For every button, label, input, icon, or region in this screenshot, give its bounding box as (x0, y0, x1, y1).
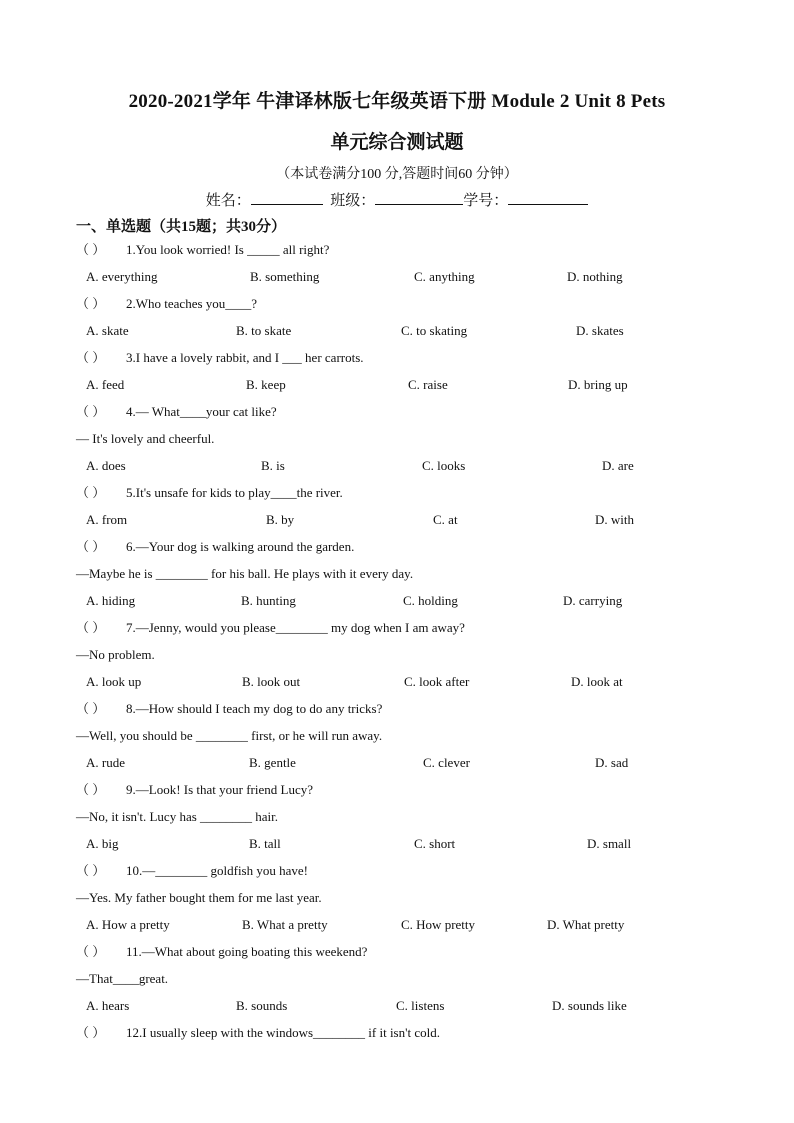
options-row (0, 591, 794, 611)
option-b[interactable]: B. look out (242, 674, 301, 689)
option-c[interactable]: C. holding (403, 593, 458, 608)
options-row (0, 834, 794, 854)
question-stem (76, 240, 329, 260)
answer-paren[interactable]: （ ） (76, 863, 106, 878)
question-stem (76, 402, 277, 422)
option-b[interactable]: B. gentle (249, 755, 296, 770)
answer-paren[interactable]: （ ） (76, 539, 106, 554)
question-text: 1.You look worried! Is _____ all right? (126, 242, 330, 257)
question-text: 8.—How should I teach my dog to do any tricks? (126, 701, 383, 716)
question-stem (76, 942, 367, 962)
option-d[interactable]: D. look at (571, 674, 623, 689)
answer-paren[interactable]: （ ） (76, 1025, 106, 1040)
student-info-row (0, 189, 794, 210)
exam-subtitle: （本试卷满分100 分,答题时间60 分钟） (276, 167, 518, 182)
question-stem (76, 699, 382, 719)
question-text: 9.—Look! Is that your friend Lucy? (126, 782, 314, 797)
options-row (0, 510, 794, 530)
option-d[interactable]: D. are (602, 458, 634, 473)
option-a[interactable]: A. from (86, 512, 128, 527)
option-b[interactable]: B. to skate (236, 323, 292, 338)
option-b[interactable]: B. keep (246, 377, 286, 392)
name-blank[interactable] (251, 190, 323, 205)
answer-paren[interactable]: （ ） (76, 485, 106, 500)
options-row (0, 996, 794, 1016)
option-d[interactable]: D. nothing (567, 269, 623, 284)
options-row (0, 321, 794, 341)
question-stem (76, 537, 354, 557)
question-stem (76, 861, 308, 881)
question-dialogue-line: —Maybe he is ________ for his ball. He plays with it every day. (76, 566, 414, 581)
question-stem (76, 780, 313, 800)
question-text: 3.I have a lovely rabbit, and I ___ her carrots. (126, 350, 364, 365)
question-stem (76, 483, 343, 503)
options-row (0, 672, 794, 692)
option-a[interactable]: A. everything (86, 269, 158, 284)
option-a[interactable]: A. hears (86, 998, 130, 1013)
question-text: 10.—________ goldfish you have! (126, 863, 308, 878)
option-c[interactable]: C. anything (414, 269, 475, 284)
option-d[interactable]: D. skates (576, 323, 624, 338)
option-d[interactable]: D. carrying (563, 593, 623, 608)
question-dialogue-line: —No, it isn't. Lucy has ________ hair. (76, 809, 279, 824)
option-c[interactable]: C. look after (404, 674, 470, 689)
class-blank[interactable] (375, 190, 463, 205)
option-c[interactable]: C. to skating (401, 323, 468, 338)
answer-paren[interactable]: （ ） (76, 296, 106, 311)
question-dialogue-line: —That____great. (76, 971, 169, 986)
answer-paren[interactable]: （ ） (76, 701, 106, 716)
question-dialogue-line: —Well, you should be ________ first, or he will run away. (76, 728, 383, 743)
option-b[interactable]: B. tall (249, 836, 281, 851)
answer-paren[interactable]: （ ） (76, 944, 106, 959)
option-b[interactable]: B. something (250, 269, 320, 284)
options-row (0, 267, 794, 287)
option-a[interactable]: A. How a pretty (86, 917, 170, 932)
section-title: 一、单选题（共15题；共30分） (76, 219, 287, 235)
option-a[interactable]: A. feed (86, 377, 125, 392)
option-b[interactable]: B. hunting (241, 593, 296, 608)
option-c[interactable]: C. raise (408, 377, 448, 392)
question-dialogue-line: —Yes. My father bought them for me last year. (76, 890, 322, 905)
option-b[interactable]: B. What a pretty (242, 917, 328, 932)
option-d[interactable]: D. bring up (568, 377, 628, 392)
option-a[interactable]: A. look up (86, 674, 142, 689)
question-text: 2.Who teaches you____? (126, 296, 258, 311)
answer-paren[interactable]: （ ） (76, 620, 106, 635)
question-text: 6.—Your dog is walking around the garden. (126, 539, 355, 554)
answer-paren[interactable]: （ ） (76, 782, 106, 797)
question-stem (76, 1023, 440, 1043)
option-a[interactable]: A. rude (86, 755, 125, 770)
question-stem (76, 348, 364, 368)
options-row (0, 375, 794, 395)
question-text: 5.It's unsafe for kids to play____the river. (126, 485, 343, 500)
question-dialogue-line: —No problem. (76, 647, 155, 662)
id-label: 学号： (463, 193, 509, 209)
option-c[interactable]: C. clever (423, 755, 470, 770)
question-text: 4.— What____your cat like? (126, 404, 277, 419)
option-c[interactable]: C. at (433, 512, 458, 527)
option-b[interactable]: B. sounds (236, 998, 288, 1013)
option-c[interactable]: C. How pretty (401, 917, 476, 932)
option-d[interactable]: D. with (595, 512, 634, 527)
question-stem (76, 618, 465, 638)
answer-paren[interactable]: （ ） (76, 350, 106, 365)
options-row (0, 915, 794, 935)
class-label: 班级： (330, 193, 376, 209)
question-text: 11.—What about going boating this weekend? (126, 944, 368, 959)
option-d[interactable]: D. small (587, 836, 632, 851)
option-a[interactable]: A. hiding (86, 593, 136, 608)
answer-paren[interactable]: （ ） (76, 404, 106, 419)
option-b[interactable]: B. is (261, 458, 285, 473)
question-text: 7.—Jenny, would you please________ my dog when I am away? (126, 620, 465, 635)
option-c[interactable]: C. listens (396, 998, 445, 1013)
question-dialogue-line: — It's lovely and cheerful. (76, 431, 215, 446)
option-a[interactable]: A. big (86, 836, 119, 851)
option-b[interactable]: B. by (266, 512, 295, 527)
exam-title-line2: 单元综合测试题 (330, 132, 464, 153)
option-d[interactable]: D. sounds like (552, 998, 627, 1013)
option-a[interactable]: A. skate (86, 323, 129, 338)
name-label: 姓名： (205, 193, 251, 209)
answer-paren[interactable]: （ ） (76, 242, 106, 257)
question-stem (76, 294, 257, 314)
option-a[interactable]: A. does (86, 458, 126, 473)
id-blank[interactable] (508, 190, 588, 205)
question-text: 12.I usually sleep with the windows________ if it isn't cold. (126, 1025, 440, 1040)
options-row (0, 456, 794, 476)
option-d[interactable]: D. What pretty (547, 917, 625, 932)
option-d[interactable]: D. sad (595, 755, 629, 770)
option-c[interactable]: C. short (414, 836, 456, 851)
option-c[interactable]: C. looks (422, 458, 466, 473)
exam-title-line1: 2020-2021学年 牛津译林版七年级英语下册 Module 2 Unit 8 Pets (128, 91, 666, 112)
options-row (0, 753, 794, 773)
